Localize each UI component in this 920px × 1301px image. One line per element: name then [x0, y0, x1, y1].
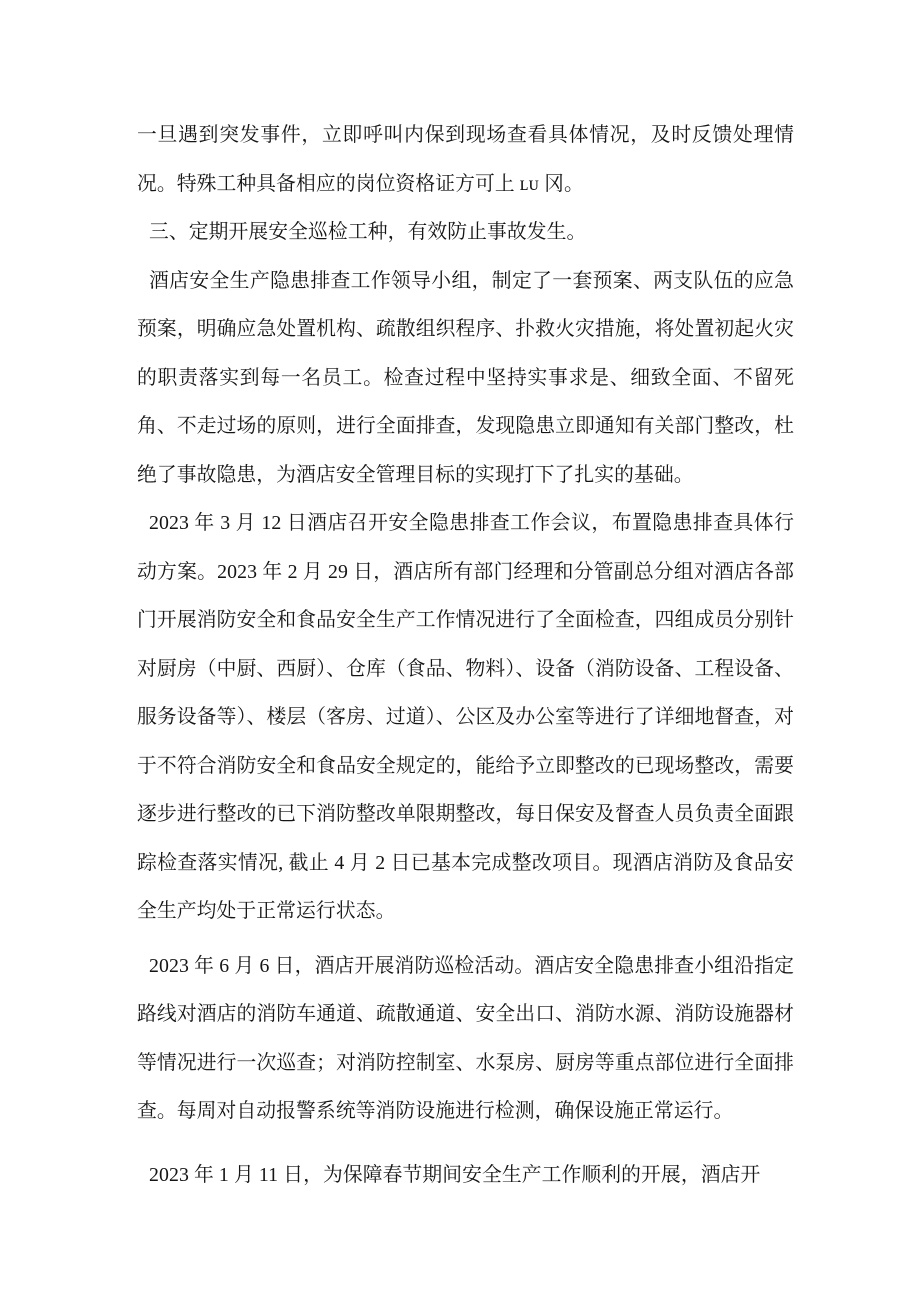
paragraph-section-heading: 三、定期开展安全巡检工种，有效防止事故发生。: [149, 221, 587, 243]
paragraph-march-inspection: 2023 年 3 月 12 日酒店召开安全隐患排查工作会议，布置隐患排查具体行动方案。2023 年 2 月 29 日，酒店所有部门经理和分管副总分组对酒店各部门开展消防安全和食品安全生产工作情况进行了全面检查，四组成员分别针对厨房（中厨、西厨）、仓库（食品、物料）、设备（消防设备、工程设备、服务设备等）、楼层（客房、过道）、公区及办公室等进行了详细地督查，对于不符合消防安全和食品安全规定的，能给予立即整改的已现场整改，需要逐步进行整改的已下消防整改单限期整改，每日保安及督查人员负责全面跟踪检查落实情况, 截止 4 月 2 日已基本完成整改项目。现酒店消防及食品安全生产均处于正常运行状态。: [137, 512, 794, 922]
paragraph-june-patrol: 2023 年 6 月 6 日，酒店开展消防巡检活动。酒店安全隐患排查小组沿指定路线对酒店的消防车通道、疏散通道、安全出口、消防水源、消防设施器材等情况进行一次巡查；对消防控制室、水泵房、厨房等重点部位进行全面排查。每周对自动报警系统等消防设施进行检测，确保设施正常运行。: [137, 954, 794, 1122]
paragraph-continuation: 一旦遇到突发事件，立即呼叫内保到现场查看具体情况，及时反馈处理情况。特殊工种具备相应的岗位资格证方可上 ʟᴜ 冈。: [137, 124, 794, 195]
document-page: [137, 111, 794, 1199]
paragraph-leading-group: 酒店安全生产隐患排查工作领导小组，制定了一套预案、两支队伍的应急预案，明确应急处置机构、疏散组织程序、扑救火灾措施，将处置初起火灾的职责落实到每一名员工。检查过程中坚持实事求是、细致全面、不留死角、不走过场的原则，进行全面排查，发现隐患立即通知有关部门整改，杜绝了事故隐患，为酒店安全管理目标的实现打下了扎实的基础。: [137, 269, 794, 486]
paragraph-january-springfestival: 2023 年 1 月 11 日，为保障春节期间安全生产工作顺利的开展，酒店开: [149, 1163, 761, 1186]
